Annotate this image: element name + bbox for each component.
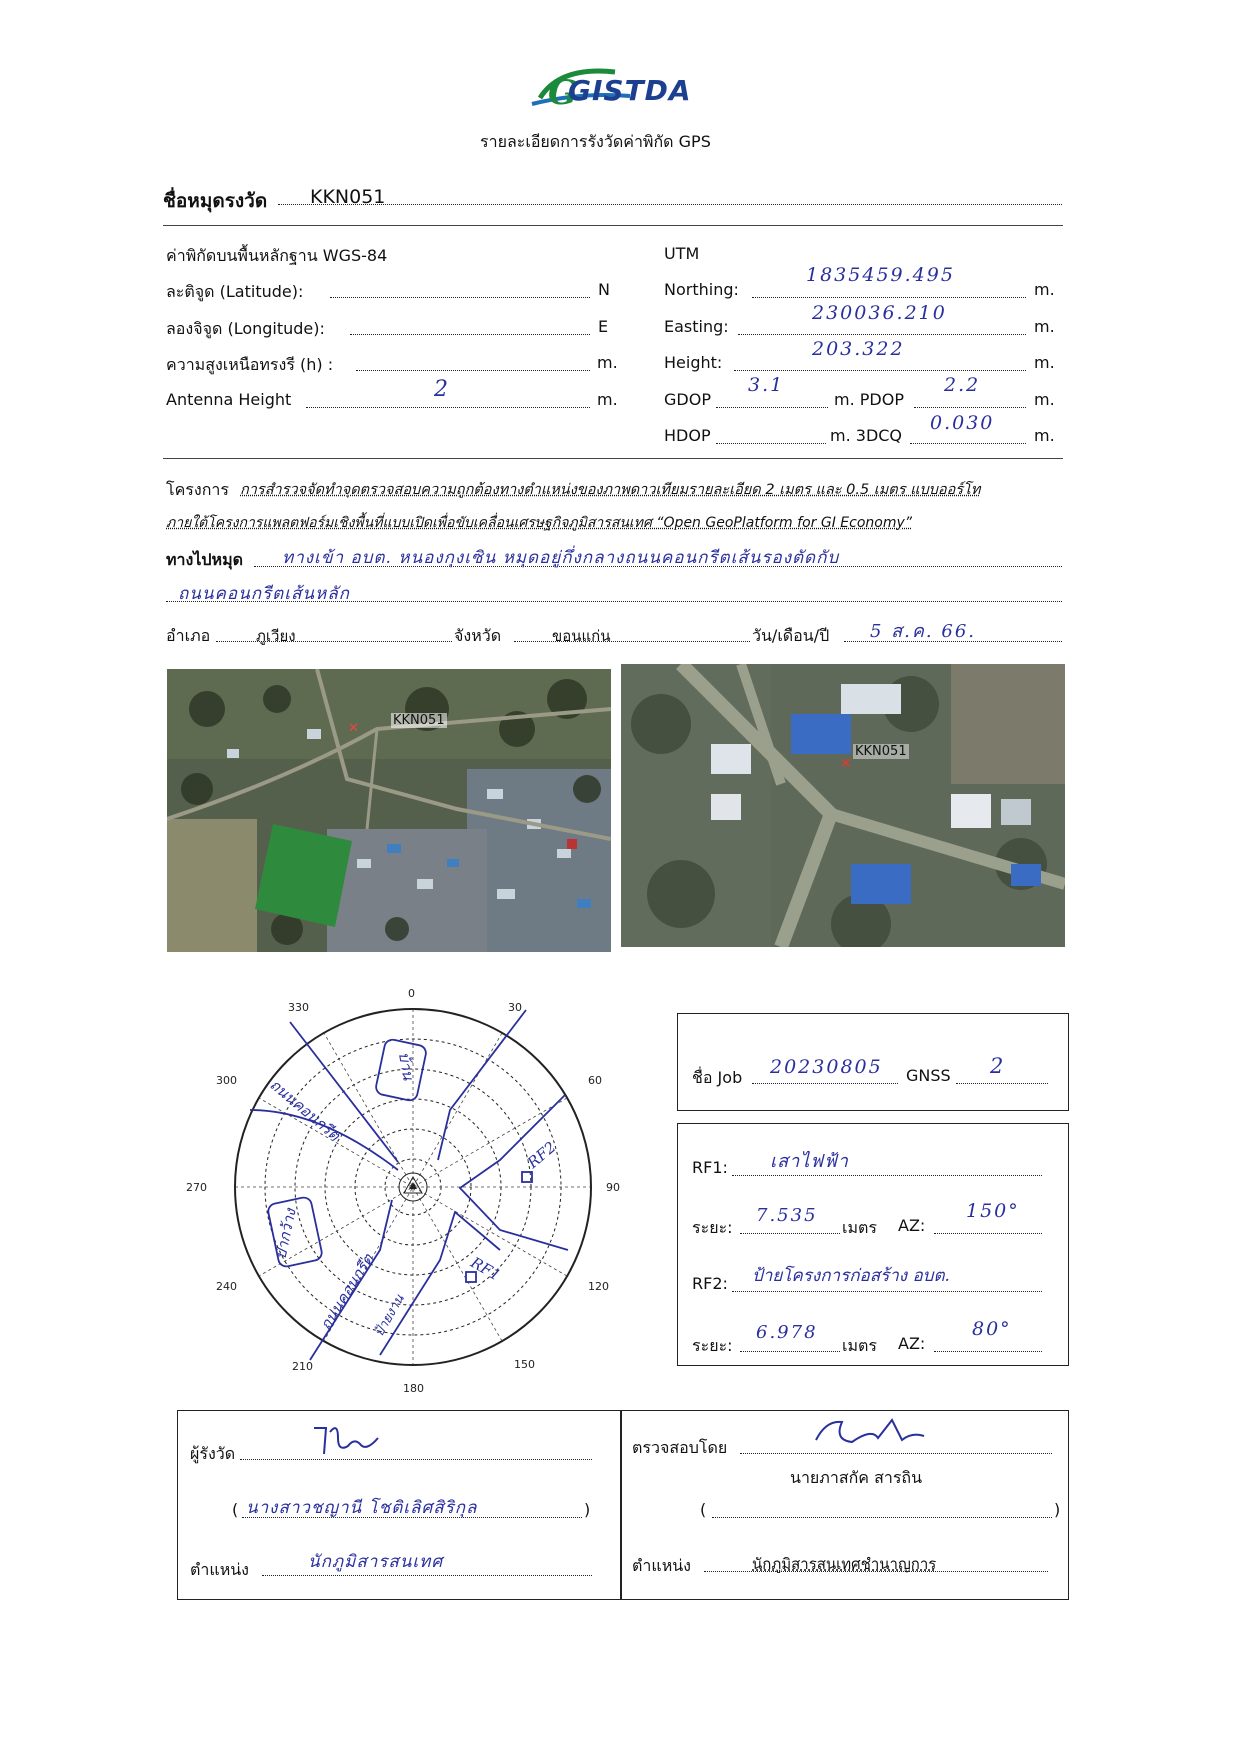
surveyor-position: นักภูมิสารสนเทศ <box>308 1552 444 1572</box>
ant-unit: m. <box>597 390 618 409</box>
svg-text:G: G <box>548 73 578 113</box>
h-unit: m. <box>597 353 618 372</box>
pdop-value: 2.2 <box>944 374 981 396</box>
height-label: Height: <box>664 353 723 372</box>
sky-note-rf2: RF2 <box>523 1138 560 1172</box>
divider <box>163 225 1063 226</box>
surveyor-position-line <box>262 1575 592 1576</box>
sky-angle-210: 210 <box>292 1360 313 1373</box>
easting-line <box>738 334 1026 335</box>
gdop-label: GDOP <box>664 390 711 409</box>
h-label: ความสูงเหนือทรงรี (h) : <box>166 355 334 374</box>
checker-name-open: ( <box>700 1500 707 1519</box>
route-value1: ทางเข้า อบต. หนองกุงเซิน หมุดอยู่กึ่งกลางถนนคอนกรีตเส้นรองตัดกับ <box>282 548 840 568</box>
dist1-value: 7.535 <box>756 1205 818 1226</box>
lon-unit: E <box>598 317 609 336</box>
northing-line <box>752 297 1026 298</box>
job-line <box>752 1083 898 1084</box>
lat-line <box>330 297 590 298</box>
checker-signature <box>812 1410 942 1454</box>
sky-angle-0: 0 <box>408 987 415 1000</box>
sky-angle-270: 270 <box>186 1181 207 1194</box>
easting-value: 230036.210 <box>812 302 947 324</box>
pdop-line <box>914 407 1026 408</box>
sky-angle-300: 300 <box>216 1074 237 1087</box>
pdop-label: m. PDOP <box>834 390 904 409</box>
utm-title: UTM <box>664 244 700 263</box>
hdop-unit: m. <box>1034 426 1055 445</box>
map-marker-label: KKN051 <box>393 713 445 728</box>
surveyor-name-open: ( <box>232 1500 239 1519</box>
h-line <box>356 370 590 371</box>
sky-angle-330: 330 <box>288 1001 309 1014</box>
map-marker-label: KKN051 <box>855 744 907 759</box>
svg-text:✕: ✕ <box>348 721 359 736</box>
sky-angle-240: 240 <box>216 1280 237 1293</box>
province-label: จังหวัด <box>454 626 502 645</box>
sky-note-house: บ้าน <box>394 1050 418 1082</box>
surveyor-name: นางสาวชญานี โชติเลิศสิริกุล <box>246 1498 478 1518</box>
sky-angle-90: 90 <box>606 1181 620 1194</box>
divider <box>163 458 1063 459</box>
lon-line <box>350 334 590 335</box>
job-label: ชื่อ Job <box>692 1068 743 1087</box>
hdop-line <box>716 443 826 444</box>
signoff-divider <box>620 1410 622 1600</box>
station-line <box>278 204 1062 205</box>
station-name: KKN051 <box>310 186 386 208</box>
ant-line <box>306 407 590 408</box>
sky-plot <box>170 960 640 1400</box>
rf2-line <box>732 1291 1042 1292</box>
surveyor-sign-line <box>240 1459 592 1460</box>
sky-note-paddy: ป่ากว้าง <box>271 1207 300 1261</box>
surveyor-label: ผู้รังวัด <box>190 1444 236 1463</box>
date-label: วัน/เดือน/ปี <box>752 626 830 645</box>
dist2-value: 6.978 <box>756 1322 818 1343</box>
sky-note-sign: ป้ายงาน <box>371 1292 408 1340</box>
date-value: 5 ส.ค. 66. <box>870 621 976 642</box>
gnss-line <box>956 1083 1048 1084</box>
hdop-label: HDOP <box>664 426 711 445</box>
az1-label: AZ: <box>898 1216 926 1235</box>
northing-value: 1835459.495 <box>806 264 955 286</box>
height-value: 203.322 <box>812 338 905 360</box>
sky-note-rf1: RF1 <box>467 1253 504 1285</box>
gistda-logo <box>520 58 720 120</box>
route-value2: ถนนคอนกรีตเส้นหลัก <box>178 584 350 604</box>
sky-note-road-sec: ถนนคอนกรีต <box>316 1250 378 1334</box>
rf1-value: เสาไฟฟ้า <box>770 1151 849 1172</box>
meter1-label: เมตร <box>842 1218 877 1237</box>
gnss-label: GNSS <box>906 1066 951 1085</box>
svg-text:✕: ✕ <box>840 756 852 772</box>
station-label: ชื่อหมุดรงวัด <box>163 190 268 212</box>
checker-name: นายภาสกัค สารถิน <box>790 1468 923 1487</box>
rf1-label: RF1: <box>692 1158 728 1177</box>
rf2-label: RF2: <box>692 1274 728 1293</box>
surveyor-signature <box>308 1418 388 1464</box>
sky-note-road-main: ถนนคอนกรีต <box>266 1075 344 1145</box>
checker-label: ตรวจสอบโดย <box>632 1438 728 1457</box>
surveyor-position-label: ตำแหน่ง <box>190 1560 249 1579</box>
northing-label: Northing: <box>664 280 739 299</box>
dist1-label: ระยะ: <box>692 1218 733 1237</box>
tdcq-value: 0.030 <box>930 412 995 434</box>
easting-unit: m. <box>1034 317 1055 336</box>
gdop-unit: m. <box>1034 390 1055 409</box>
ant-label: Antenna Height <box>166 390 292 409</box>
project-line1: การสำรวจจัดทำจุดตรวจสอบความถูกต้องทางตำแหน่งของภาพดาวเทียมรายละเอียด 2 เมตร และ 0.5 เมตร แบบออร์โท <box>240 482 981 498</box>
province-line <box>514 641 750 642</box>
satellite-map-overview <box>167 669 611 952</box>
gdop-line <box>716 407 828 408</box>
satellite-map-zoom <box>621 664 1065 947</box>
height-line <box>734 370 1026 371</box>
az1-value: 150° <box>966 1200 1020 1222</box>
az2-line <box>934 1351 1042 1352</box>
dist2-line <box>740 1351 840 1352</box>
wgs-title: ค่าพิกัดบนพื้นหลักฐาน WGS-84 <box>166 246 388 265</box>
dist1-line <box>740 1233 840 1234</box>
gdop-value: 3.1 <box>748 374 785 396</box>
lat-unit: N <box>598 280 610 299</box>
district-label: อำเภอ <box>166 626 211 645</box>
sky-angle-60: 60 <box>588 1074 602 1087</box>
checker-name-line <box>712 1517 1052 1518</box>
lat-label: ละติจูด (Latitude): <box>166 282 304 301</box>
northing-unit: m. <box>1034 280 1055 299</box>
doc-title: รายละเอียดการรังวัดค่าพิกัด GPS <box>480 132 711 151</box>
district-line <box>216 641 452 642</box>
gnss-value: 2 <box>990 1054 1006 1078</box>
project-label: โครงการ <box>166 480 229 499</box>
az2-label: AZ: <box>898 1334 926 1353</box>
logo-text: GISTDA <box>568 74 692 107</box>
ant-value: 2 <box>434 377 450 402</box>
meter2-label: เมตร <box>842 1336 877 1355</box>
checker-position: นักภูมิสารสนเทศชำนาญการ <box>752 1555 937 1573</box>
checker-position-label: ตำแหน่ง <box>632 1556 691 1575</box>
sky-angle-150: 150 <box>514 1358 535 1371</box>
route-label: ทางไปหมุด <box>166 550 244 569</box>
easting-label: Easting: <box>664 317 729 336</box>
sky-angle-120: 120 <box>588 1280 609 1293</box>
project-line2: ภายใต้โครงการแพลตฟอร์มเชิงพื้นที่แบบเปิดเพื่อขับเคลื่อนเศรษฐกิจภูมิสารสนเทศ “Open GeoPlatform for GI Economy” <box>166 515 912 531</box>
tdcq-line <box>910 443 1026 444</box>
az1-line <box>934 1233 1042 1234</box>
sky-angle-30: 30 <box>508 1001 522 1014</box>
checker-name-close: ) <box>1054 1500 1061 1519</box>
district-value: ภูเวียง <box>256 627 296 645</box>
job-value: 20230805 <box>770 1056 883 1078</box>
rf2-value: ป้ายโครงการก่อสร้าง อบต. <box>752 1266 950 1286</box>
surveyor-name-close: ) <box>584 1500 591 1519</box>
tdcq-label: m. 3DCQ <box>830 426 903 445</box>
province-value: ขอนแก่น <box>552 627 611 645</box>
sky-angle-180: 180 <box>403 1382 424 1395</box>
az2-value: 80° <box>972 1318 1012 1340</box>
height-unit: m. <box>1034 353 1055 372</box>
dist2-label: ระยะ: <box>692 1336 733 1355</box>
rf1-line <box>732 1175 1042 1176</box>
lon-label: ลองจิจูด (Longitude): <box>166 319 325 338</box>
